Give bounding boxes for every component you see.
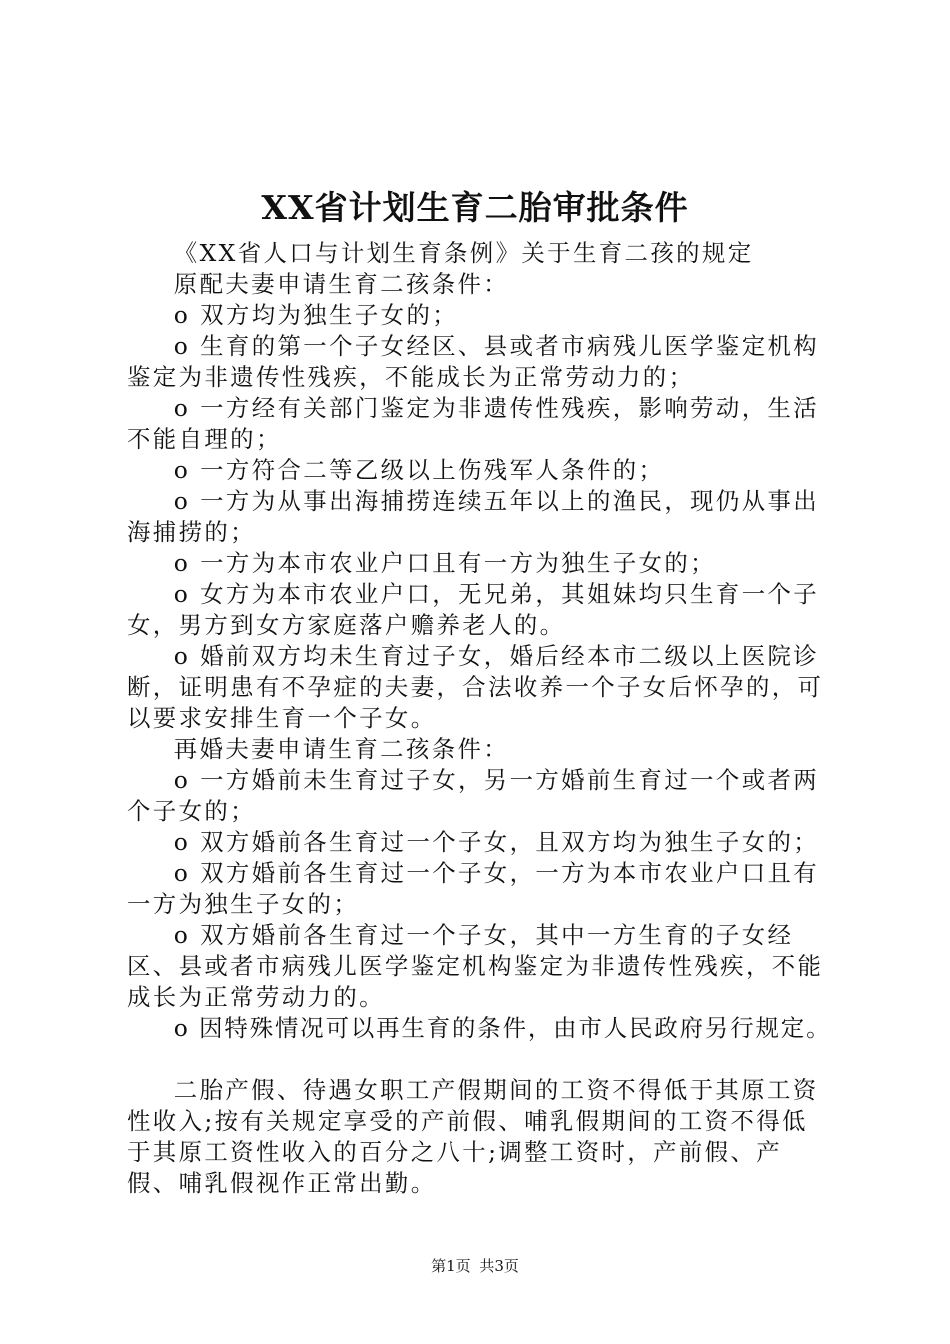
regulation-heading: 《XX省人口与计划生育条例》关于生育二孩的规定 [173,239,754,267]
condition-item: o 一方婚前未生育过子女，另一方婚前生育过一个或者两个子女的； [127,766,820,825]
condition-item: o 婚前双方均未生育过子女，婚后经本市二级以上医院诊断，证明患有不孕症的夫妻，合法收养一个子女后怀孕的，可以要求安排生育一个子女。 [127,642,824,732]
condition-item: o 双方均为独生子女的； [173,301,459,329]
document-title: XX省计划生育二胎审批条件 [261,188,689,227]
condition-item: o 双方婚前各生育过一个子女，且双方均为独生子女的； [173,828,820,856]
page-total: 共3页 [479,1257,519,1275]
condition-item: o 一方为从事出海捕捞连续五年以上的渔民，现仍从事出海捕捞的； [127,487,820,546]
condition-item: o 双方婚前各生育过一个子女，一方为本市农业户口且有一方为独生子女的； [127,859,820,918]
section-heading-original-couple: 原配夫妻申请生育二孩条件： [173,270,510,298]
condition-item: o 女方为本市农业户口，无兄弟，其姐妹均只生育一个子女，男方到女方家庭落户赡养老人的。 [127,580,820,639]
condition-item: o 因特殊情况可以再生育的条件，由市人民政府另行规定。 [173,1014,832,1042]
condition-item: o 一方经有关部门鉴定为非遗传性残疾，影响劳动，生活不能自理的； [127,394,820,453]
condition-item: o 一方为本市农业户口且有一方为独生子女的； [173,549,716,577]
document-body [127,238,833,1199]
page-number: 第1页 [431,1257,471,1275]
section-heading-remarried-couple: 再婚夫妻申请生育二孩条件： [173,735,510,763]
maternity-leave-paragraph: 二胎产假、待遇女职工产假期间的工资不得低于其原工资性收入;按有关规定享受的产前假、哺乳假期间的工资不得低于其原工资性收入的百分之八十;调整工资时，产前假、产假、哺乳假视作正常出勤。 [127,1076,819,1197]
condition-item: o 生育的第一个子女经区、县或者市病残儿医学鉴定机构鉴定为非遗传性残疾，不能成长为正常劳动力的； [127,332,820,391]
page-footer [0,1256,950,1276]
paragraph-spacer [127,1044,833,1075]
condition-item: o 双方婚前各生育过一个子女，其中一方生育的子女经区、县或者市病残儿医学鉴定机构鉴定为非遗传性残疾，不能成长为正常劳动力的。 [127,921,824,1011]
condition-item: o 一方符合二等乙级以上伤残军人条件的； [173,456,665,484]
